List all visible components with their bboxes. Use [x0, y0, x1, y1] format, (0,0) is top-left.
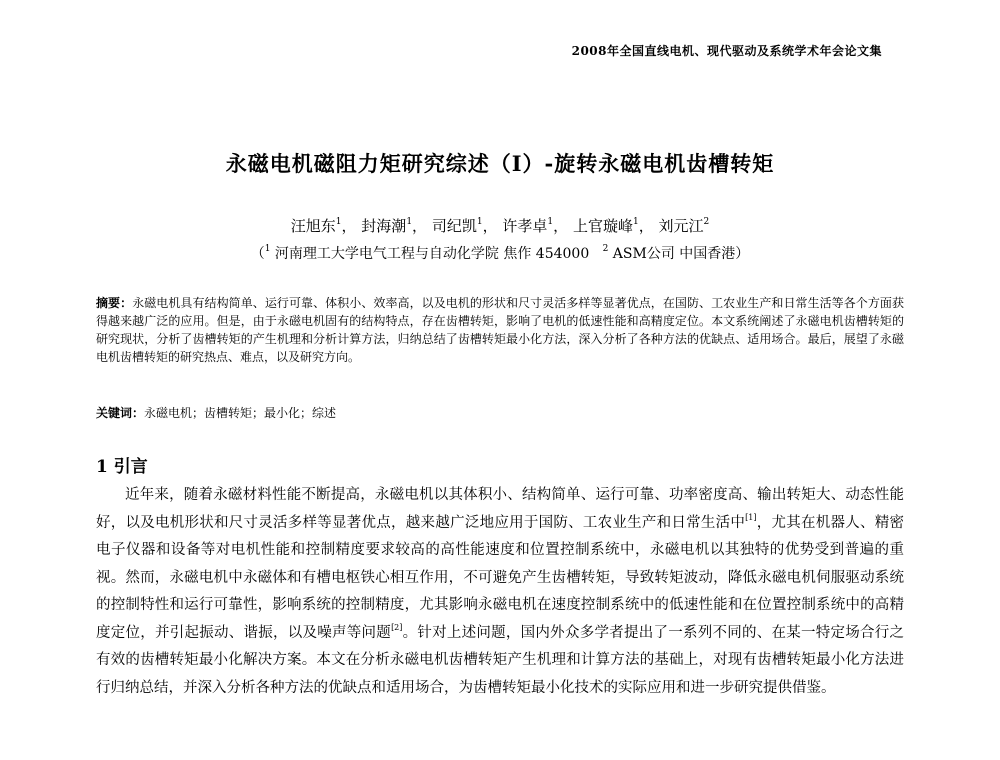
paragraph-text: 近年来，随着永磁材料性能不断提高，永磁电机以其体积小、结构简单、运行可靠、功率密度高、输出转矩大、动态性能好，以及电机形状和尺寸灵活多样等显著优点，越来越广泛地应用于国防、工农业生产和日常生活中: [96, 487, 904, 531]
affiliation-line: [0, 243, 1000, 263]
keywords-label: 关键词：: [96, 406, 145, 420]
author-separator: ，: [412, 217, 428, 235]
author-list: [0, 215, 1000, 236]
author-name: 上官璇峰: [572, 217, 633, 235]
keywords: [96, 404, 904, 422]
paragraph-text: ，尤其在机器人、精密电子仪器和设备等对电机性能和控制精度要求较高的高性能速度和位置控制系统中，永磁电机以其独特的优势受到普遍的重视。然而，永磁电机中永磁体和有槽电枢铁心相互作用，不可避免产生齿槽转矩，导致转矩波动，降低永磁电机伺服驱动系统的控制特性和运行可靠性，影响系统的控制精度，尤其影响永磁电机在速度控制系统中的低速性能和在位置控制系统中的高精度定位，并引起振动、谐振，以及噪声等问题: [96, 514, 904, 641]
section-heading-introduction: 1 引言: [96, 457, 148, 477]
author-name: 汪旭东: [290, 217, 336, 235]
affiliation-mark-2: 2: [602, 244, 609, 254]
author-affil-mark: 2: [703, 217, 710, 227]
author-name: 封海潮: [361, 217, 407, 235]
paper-title: 永磁电机磁阻力矩研究综述（I）-旋转永磁电机齿槽转矩: [225, 151, 775, 176]
affiliation-open-paren: （: [250, 246, 265, 262]
abstract: [96, 294, 904, 366]
author-separator: ，: [553, 217, 569, 235]
author-name: 司纪凯: [431, 217, 477, 235]
running-header: 2008年全国直线电机、现代驱动及系统学术年会论文集: [571, 44, 882, 58]
paragraph-text: 。针对上述问题，国内外众多学者提出了一系列不同的、在某一特定场合行之有效的齿槽转矩最小化解决方案。本文在分析永磁电机齿槽转矩产生机理和计算方法的基础上，对现有齿槽转矩最小化方法进行归纳总结，并深入分析各种方法的优缺点和适用场合，为齿槽转矩最小化技术的实际应用和进一步研究提供借鉴。: [96, 624, 905, 696]
introduction-paragraph: [96, 482, 904, 702]
author-separator: ，: [482, 217, 498, 235]
affiliation-1: 河南理工大学电气工程与自动化学院 焦作 454000: [274, 246, 590, 262]
affiliation-2: ASM公司 中国香港）: [612, 246, 750, 262]
citation-ref: [1]: [745, 512, 757, 522]
author-name: 刘元江: [658, 217, 704, 235]
author-affil-mark: 1: [406, 217, 413, 227]
abstract-text: 永磁电机具有结构简单、运行可靠、体积小、效率高，以及电机的形状和尺寸灵活多样等显著优点，在国防、工农业生产和日常生活等各个方面获得越来越广泛的应用。但是，由于永磁电机固有的结构特点，存在齿槽转矩，影响了电机的低速性能和高精度定位。本文系统阐述了永磁电机齿槽转矩的研究现状，分析了齿槽转矩的产生机理和分析计算方法，归纳总结了齿槽转矩最小化方法，深入分析了各种方法的优缺点、适用场合。最后，展望了永磁电机齿槽转矩的研究热点、难点，以及研究方向。: [96, 296, 904, 364]
affiliation-mark-1: 1: [264, 244, 271, 254]
keywords-text: 永磁电机；齿槽转矩；最小化；综述: [144, 406, 337, 420]
citation-ref: [2]: [391, 622, 403, 632]
abstract-label: 摘要：: [96, 296, 133, 310]
author-separator: ，: [638, 217, 654, 235]
author-affil-mark: 1: [335, 217, 342, 227]
author-affil-mark: 1: [476, 217, 483, 227]
author-separator: ，: [341, 217, 357, 235]
author-name: 许孝卓: [502, 217, 548, 235]
author-affil-mark: 1: [632, 217, 639, 227]
author-affil-mark: 1: [547, 217, 554, 227]
